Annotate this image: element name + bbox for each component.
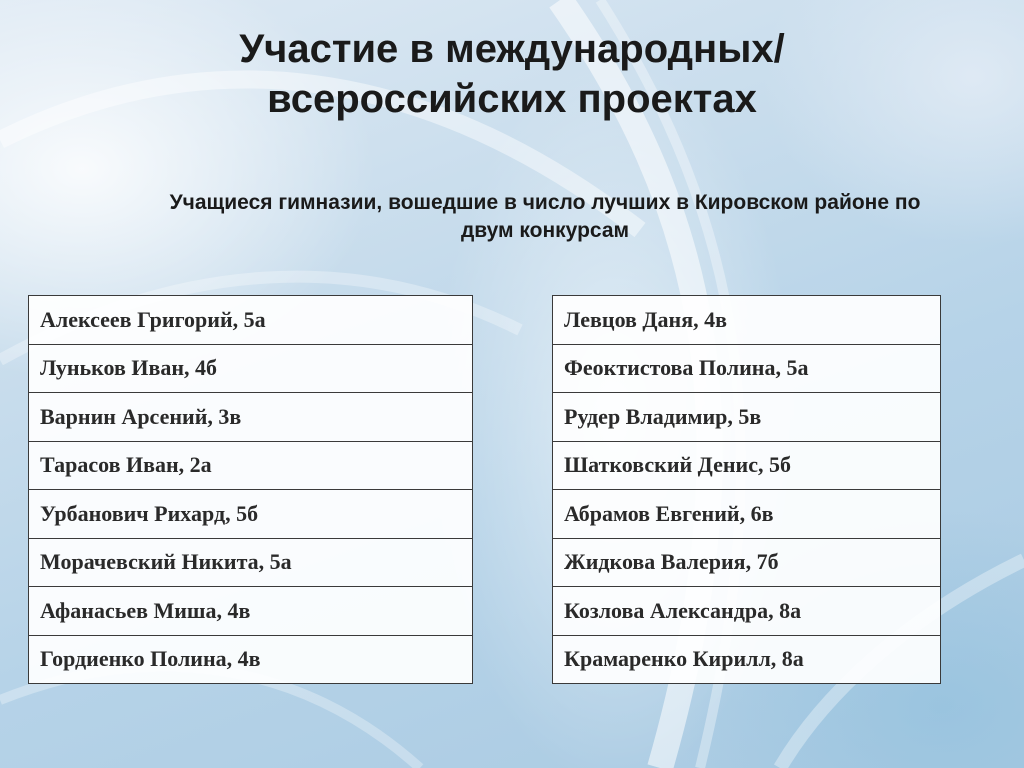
table-row: [29, 635, 473, 684]
student-cell: Урбанович Рихард, 5б: [29, 490, 473, 539]
table-row: [29, 587, 473, 636]
slide-subtitle: Учащиеся гимназии, вошедшие в число лучших в Кировском районе по двум конкурсам: [169, 191, 921, 242]
table-row: [553, 393, 941, 442]
table-row: [553, 587, 941, 636]
table-row: [29, 490, 473, 539]
student-cell: Левцов Даня, 4в: [553, 296, 941, 345]
table-row: [29, 441, 473, 490]
student-cell: Гордиенко Полина, 4в: [29, 635, 473, 684]
student-cell: Тарасов Иван, 2а: [29, 441, 473, 490]
table-row: [29, 538, 473, 587]
table-row: [553, 296, 941, 345]
student-cell: Козлова Александра, 8а: [553, 587, 941, 636]
table-row: [29, 296, 473, 345]
student-cell: Феоктистова Полина, 5а: [553, 344, 941, 393]
student-cell: Варнин Арсений, 3в: [29, 393, 473, 442]
student-cell: Абрамов Евгений, 6в: [553, 490, 941, 539]
table-row: [29, 393, 473, 442]
students-table-right: [552, 295, 941, 684]
student-cell: Алексеев Григорий, 5а: [29, 296, 473, 345]
students-table-left: [28, 295, 473, 684]
table-row: [553, 441, 941, 490]
student-cell: Морачевский Никита, 5а: [29, 538, 473, 587]
table-row: [553, 635, 941, 684]
student-cell: Афанасьев Миша, 4в: [29, 587, 473, 636]
student-cell: Луньков Иван, 4б: [29, 344, 473, 393]
table-row: [553, 490, 941, 539]
slide-title: Участие в международных/всероссийских проектах: [239, 27, 785, 121]
student-cell: Крамаренко Кирилл, 8а: [553, 635, 941, 684]
student-cell: Жидкова Валерия, 7б: [553, 538, 941, 587]
student-cell: Шатковский Денис, 5б: [553, 441, 941, 490]
student-cell: Рудер Владимир, 5в: [553, 393, 941, 442]
table-row: [553, 344, 941, 393]
table-row: [29, 344, 473, 393]
table-row: [553, 538, 941, 587]
